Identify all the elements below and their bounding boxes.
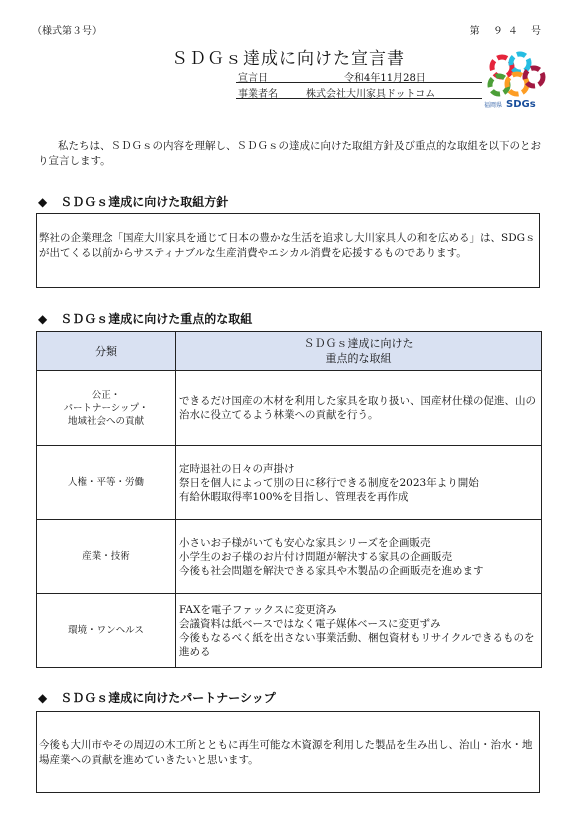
- partnership-text: 今後も大川市やその周辺の木工所とともに再生可能な木資源を利用した製品を生み出し、治山・治水・地場産業への貢献を進めていきたいと思います。: [39, 739, 533, 766]
- logo-prefecture-text: 福岡県: [484, 102, 503, 109]
- initiative-cell: [176, 520, 542, 594]
- table-header-row: [37, 332, 542, 371]
- logo-brand-text: SDGs: [506, 99, 536, 110]
- initiative-line: 小学生のお子様のお片付け問題が解決する家具の企画販売: [179, 550, 452, 563]
- table-row: [37, 446, 542, 520]
- initiative-line: FAXを電子ファックスに変更済み: [179, 603, 337, 616]
- priority-table: [36, 331, 542, 668]
- initiative-line: 有給休暇取得率100%を目指し、管理表を再作成: [179, 490, 409, 503]
- initiative-line: 今後も社会問題を解決できる家具や木製品の企画販売を進めます: [179, 564, 484, 577]
- initiative-header-line2: 重点的な取組: [325, 352, 392, 365]
- initiative-header-line1: ＳＤＧｓ達成に向けた: [303, 337, 414, 350]
- initiative-cell: [176, 594, 542, 668]
- table-row: [37, 520, 542, 594]
- category-line: 環境・ワンヘルス: [68, 625, 144, 636]
- priority-heading-text: ＳＤＧｓ達成に向けた重点的な取組: [60, 312, 253, 326]
- initiative-column-header: [176, 332, 542, 371]
- priority-heading: [38, 310, 252, 327]
- initiative-line: できるだけ国産の木材を利用した家具を取り扱い、国産材仕様の促進、山の治水に役立てるよう林業への貢献を行う。: [179, 395, 536, 421]
- category-line: 公正・: [91, 389, 121, 401]
- date-label: 宣言日: [238, 73, 268, 84]
- partnership-heading: [38, 689, 276, 706]
- initiative-cell: [176, 371, 542, 446]
- initiative-line: 今後もなるべく紙を出さない事業活動、梱包資材もリサイクルできるものを進める: [179, 631, 535, 658]
- company-value: 株式会社大川家具ドットコム: [306, 89, 436, 100]
- initiative-line: 定時退社の日々の声掛け: [179, 462, 295, 475]
- policy-box: [36, 213, 540, 288]
- form-number: （様式第３号）: [32, 26, 102, 37]
- policy-heading: [38, 193, 228, 210]
- category-line: 産業・技術: [82, 551, 130, 562]
- company-row: [236, 85, 482, 99]
- category-cell: [37, 371, 176, 446]
- category-cell: [37, 594, 176, 668]
- initiative-cell: [176, 446, 542, 520]
- category-line: 人権・平等・労働: [67, 477, 144, 488]
- diamond-bullet-icon: ◆: [38, 312, 48, 326]
- partnership-heading-text: ＳＤＧｓ達成に向けたパートナーシップ: [60, 691, 276, 705]
- date-row: [236, 69, 482, 83]
- initiative-line: 会議資料は紙ベースではなく電子媒体ベースに変更ずみ: [179, 617, 441, 630]
- partnership-box: [36, 711, 540, 793]
- page-title: ＳＤＧｓ達成に向けた宣言書: [171, 49, 405, 69]
- table-row: [37, 371, 542, 446]
- category-line: 地域社会への貢献: [67, 415, 144, 427]
- category-cell: [37, 446, 176, 520]
- diamond-bullet-icon: ◆: [38, 195, 48, 209]
- policy-text: 弊社の企業理念「国産大川家具を通じて日本の豊かな生活を追求し大川家具人の和を広める」は、SDGｓが出てくる以前からサスティナブルな生産消費やエシカル消費を応援するものであります。: [39, 232, 536, 259]
- initiative-line: 祭日を個人によって別の日に移行できる制度を2023年より開始: [179, 476, 479, 489]
- category-cell: [37, 520, 176, 594]
- intro-paragraph: 私たちは、ＳＤＧｓの内容を理解し、ＳＤＧｓの達成に向けた取組方針及び重点的な取組を以下のとおり宣言します。: [38, 140, 541, 167]
- fukuoka-sdgs-logo: [482, 50, 548, 118]
- initiative-line: 小さいお子様がいても安心な家具シリーズを企画販売: [179, 536, 431, 549]
- document-number: 第 ９４ 号: [469, 26, 546, 37]
- policy-heading-text: ＳＤＧｓ達成に向けた取組方針: [60, 195, 229, 209]
- date-value: 令和4年11月28日: [344, 73, 426, 84]
- category-column-header: 分類: [37, 332, 176, 371]
- company-label: 事業者名: [238, 89, 278, 100]
- category-line: パートナーシップ・: [63, 402, 149, 414]
- table-row: [37, 594, 542, 668]
- diamond-bullet-icon: ◆: [38, 691, 48, 705]
